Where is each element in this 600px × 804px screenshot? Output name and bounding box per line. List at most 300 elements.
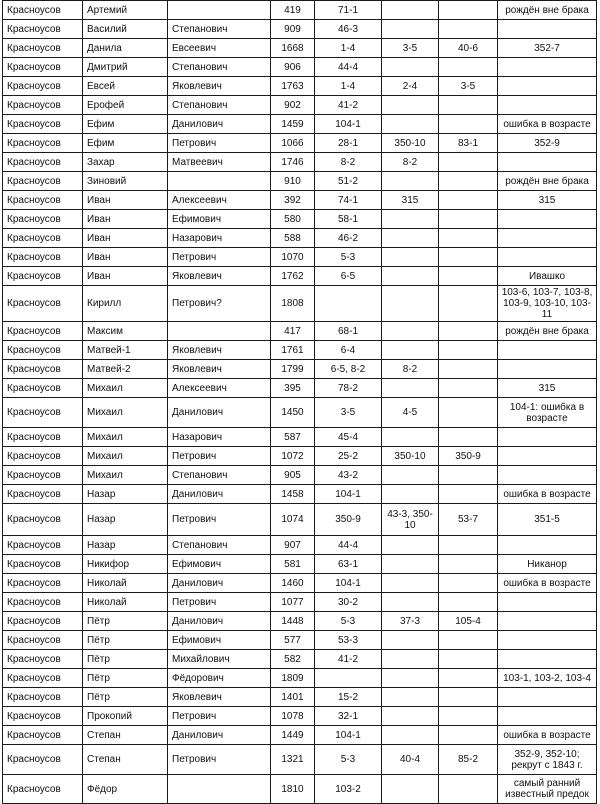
ref-1-text: 41-2 (337, 653, 358, 665)
patronymic-text: Петрович? (172, 298, 222, 309)
record-number-text: 582 (284, 653, 301, 665)
ref-2-text: 8-2 (402, 156, 418, 168)
record-number-text: 1799 (281, 363, 304, 375)
note-text: ошибка в возрасте (503, 577, 591, 589)
given-name-text: Максим (87, 325, 123, 337)
cell-note (498, 322, 597, 341)
note-text: рождён вне брака (505, 175, 589, 187)
ref-1-text: 30-2 (337, 596, 358, 608)
ref-2-text: 2-4 (402, 80, 418, 92)
cell-ref-1 (315, 58, 382, 77)
table-row (3, 58, 597, 77)
cell-ref-1 (315, 726, 382, 745)
cell-ref-3 (439, 341, 498, 360)
given-name-text: Захар (87, 156, 115, 168)
cell-surname (3, 447, 83, 466)
record-number-text: 392 (284, 194, 301, 206)
table-row (3, 574, 597, 593)
cell-record-number (271, 485, 315, 504)
ref-1-text: 25-2 (337, 450, 358, 462)
ref-1-text: 350-9 (335, 514, 361, 525)
cell-ref-2 (382, 77, 439, 96)
cell-record-number (271, 650, 315, 669)
record-number-text: 1761 (281, 344, 304, 356)
cell-record-number (271, 745, 315, 775)
cell-note (498, 210, 597, 229)
cell-patronymic (168, 726, 271, 745)
cell-ref-3 (439, 428, 498, 447)
cell-given-name (83, 504, 168, 536)
cell-ref-2 (382, 428, 439, 447)
ref-1-text: 74-1 (337, 194, 358, 206)
table-row (3, 77, 597, 96)
record-number-text: 1450 (281, 407, 304, 418)
surname-text: Красноусов (7, 754, 61, 765)
cell-patronymic (168, 96, 271, 115)
surname-text: Красноусов (7, 450, 61, 462)
cell-record-number (271, 593, 315, 612)
given-name-text: Данила (87, 42, 122, 54)
cell-ref-3 (439, 775, 498, 804)
cell-given-name (83, 20, 168, 39)
cell-given-name (83, 172, 168, 191)
note-text: Ивашко (528, 270, 566, 282)
table-row (3, 593, 597, 612)
given-name-text: Пётр (87, 653, 110, 665)
cell-ref-3 (439, 504, 498, 536)
ref-4-text: 351-5 (534, 514, 560, 525)
cell-note (498, 229, 597, 248)
cell-ref-1 (315, 466, 382, 485)
cell-ref-2 (382, 267, 439, 286)
cell-given-name (83, 707, 168, 726)
cell-patronymic (168, 322, 271, 341)
cell-note (498, 593, 597, 612)
cell-ref-1 (315, 745, 382, 775)
table-row (3, 650, 597, 669)
table-row (3, 20, 597, 39)
ref-2-text: 37-3 (399, 615, 420, 627)
surname-text: Красноусов (7, 596, 61, 608)
patronymic-text: Данилович (172, 118, 224, 130)
cell-ref-3 (439, 707, 498, 726)
patronymic-text: Михайлович (172, 653, 230, 665)
patronymic-text: Степанович (172, 99, 228, 111)
cell-patronymic (168, 504, 271, 536)
cell-given-name (83, 485, 168, 504)
cell-ref-3 (439, 379, 498, 398)
cell-record-number (271, 612, 315, 631)
cell-ref-3 (439, 96, 498, 115)
ref-3-text: 105-4 (455, 615, 481, 627)
cell-record-number (271, 39, 315, 58)
ref-4-text: 352-9 (534, 137, 560, 149)
given-name-text: Степан (87, 729, 121, 741)
record-number-text: 419 (284, 4, 301, 16)
table-row (3, 210, 597, 229)
note-text: ошибка в возрасте (503, 729, 591, 741)
cell-ref-3 (439, 466, 498, 485)
cell-ref-2 (382, 688, 439, 707)
table-row (3, 360, 597, 379)
ref-3-text: 40-6 (457, 42, 478, 54)
table-row (3, 555, 597, 574)
patronymic-text: Фёдорович (172, 672, 224, 684)
cell-surname (3, 669, 83, 688)
ref-1-text: 103-2 (335, 783, 361, 795)
cell-record-number (271, 466, 315, 485)
cell-ref-2 (382, 650, 439, 669)
patronymic-text: Яковлевич (172, 80, 222, 92)
cell-given-name (83, 379, 168, 398)
record-number-text: 1762 (281, 270, 304, 282)
cell-ref-2 (382, 447, 439, 466)
cell-given-name (83, 360, 168, 379)
surname-text: Красноусов (7, 783, 61, 795)
given-name-text: Ефим (87, 118, 115, 130)
record-number-text: 417 (284, 325, 301, 337)
cell-note (498, 77, 597, 96)
cell-ref-3 (439, 726, 498, 745)
table-row (3, 1, 597, 20)
genealogy-table (2, 0, 597, 804)
record-number-text: 580 (284, 213, 301, 225)
given-name-text: Евсей (87, 80, 116, 92)
cell-ref-1 (315, 39, 382, 58)
cell-surname (3, 77, 83, 96)
surname-text: Красноусов (7, 194, 61, 206)
surname-text: Красноусов (7, 469, 61, 481)
cell-surname (3, 428, 83, 447)
ref-1-text: 6-4 (340, 344, 356, 356)
record-number-text: 1810 (281, 783, 304, 795)
patronymic-text: Яковлевич (172, 270, 222, 282)
cell-given-name (83, 555, 168, 574)
table-row (3, 153, 597, 172)
patronymic-text: Яковлевич (172, 363, 222, 375)
cell-ref-3 (439, 20, 498, 39)
cell-ref-2 (382, 248, 439, 267)
surname-text: Красноусов (7, 691, 61, 703)
patronymic-text: Петрович (172, 450, 217, 462)
ref-1-text: 45-4 (337, 431, 358, 443)
ref-1-text: 46-2 (337, 232, 358, 244)
cell-surname (3, 172, 83, 191)
cell-given-name (83, 650, 168, 669)
cell-patronymic (168, 39, 271, 58)
cell-ref-1 (315, 229, 382, 248)
cell-ref-3 (439, 398, 498, 428)
ref-1-text: 5-3 (340, 251, 356, 263)
cell-record-number (271, 536, 315, 555)
table-row (3, 322, 597, 341)
cell-surname (3, 398, 83, 428)
cell-ref-3 (439, 115, 498, 134)
cell-note (498, 286, 597, 322)
cell-patronymic (168, 398, 271, 428)
given-name-text: Иван (87, 194, 111, 206)
cell-ref-3 (439, 191, 498, 210)
cell-ref-1 (315, 248, 382, 267)
given-name-text: Зиновий (87, 175, 127, 187)
cell-patronymic (168, 669, 271, 688)
cell-ref-2 (382, 631, 439, 650)
surname-text: Красноусов (7, 42, 61, 54)
surname-text: Красноусов (7, 382, 61, 394)
cell-ref-1 (315, 485, 382, 504)
cell-ref-2 (382, 58, 439, 77)
ref-2-text: 350-10 (394, 137, 426, 149)
cell-record-number (271, 172, 315, 191)
cell-surname (3, 210, 83, 229)
surname-text: Красноусов (7, 61, 61, 73)
cell-surname (3, 631, 83, 650)
cell-ref-2 (382, 20, 439, 39)
record-number-text: 577 (284, 634, 301, 646)
patronymic-text: Данилович (172, 729, 224, 741)
cell-ref-3 (439, 58, 498, 77)
cell-note (498, 428, 597, 447)
cell-ref-3 (439, 485, 498, 504)
cell-patronymic (168, 466, 271, 485)
cell-patronymic (168, 379, 271, 398)
surname-text: Красноусов (7, 653, 61, 665)
cell-surname (3, 485, 83, 504)
table-row (3, 248, 597, 267)
ref-1-text: 104-1 (335, 729, 361, 741)
record-number-text: 581 (284, 558, 301, 570)
patronymic-text: Степанович (172, 469, 228, 481)
ref-1-text: 6-5, 8-2 (330, 363, 366, 375)
cell-ref-1 (315, 1, 382, 20)
note-text: Никанор (527, 558, 567, 570)
cell-ref-1 (315, 341, 382, 360)
ref-1-text: 71-1 (337, 4, 358, 16)
given-name-text: Пётр (87, 615, 110, 627)
cell-ref-2 (382, 322, 439, 341)
cell-record-number (271, 96, 315, 115)
cell-note (498, 360, 597, 379)
cell-given-name (83, 77, 168, 96)
cell-record-number (271, 379, 315, 398)
cell-note (498, 669, 597, 688)
table-row (3, 745, 597, 775)
cell-note (498, 248, 597, 267)
cell-given-name (83, 447, 168, 466)
cell-given-name (83, 153, 168, 172)
cell-ref-1 (315, 322, 382, 341)
cell-surname (3, 267, 83, 286)
note-text: ошибка в возрасте (503, 118, 591, 130)
ref-1-text: 46-3 (337, 23, 358, 35)
cell-ref-2 (382, 134, 439, 153)
cell-note (498, 466, 597, 485)
cell-note (498, 447, 597, 466)
patronymic-text: Ефимович (172, 634, 222, 646)
cell-ref-3 (439, 536, 498, 555)
cell-given-name (83, 1, 168, 20)
cell-surname (3, 745, 83, 775)
patronymic-text: Петрович (172, 710, 217, 722)
cell-ref-3 (439, 229, 498, 248)
cell-ref-3 (439, 210, 498, 229)
cell-given-name (83, 134, 168, 153)
ref-1-text: 104-1 (335, 118, 361, 130)
given-name-text: Николай (87, 596, 127, 608)
cell-ref-1 (315, 688, 382, 707)
cell-record-number (271, 286, 315, 322)
table-row (3, 707, 597, 726)
record-number-text: 395 (284, 382, 301, 394)
surname-text: Красноусов (7, 615, 61, 627)
record-number-text: 1459 (281, 118, 304, 130)
cell-note (498, 341, 597, 360)
table-row (3, 341, 597, 360)
patronymic-text: Петрович (172, 754, 217, 765)
cell-ref-2 (382, 485, 439, 504)
cell-given-name (83, 267, 168, 286)
cell-given-name (83, 466, 168, 485)
cell-ref-3 (439, 447, 498, 466)
record-number-text: 1746 (281, 156, 304, 168)
surname-text: Красноусов (7, 118, 61, 130)
record-number-text: 588 (284, 232, 301, 244)
ref-1-text: 58-1 (337, 213, 358, 225)
ref-1-text: 8-2 (340, 156, 356, 168)
cell-ref-1 (315, 134, 382, 153)
given-name-text: Пётр (87, 672, 110, 684)
cell-record-number (271, 688, 315, 707)
table-row (3, 612, 597, 631)
cell-surname (3, 115, 83, 134)
cell-patronymic (168, 688, 271, 707)
surname-text: Красноусов (7, 558, 61, 570)
given-name-text: Иван (87, 270, 111, 282)
patronymic-text: Алексеевич (172, 382, 227, 394)
cell-given-name (83, 398, 168, 428)
given-name-text: Степан (87, 754, 121, 765)
cell-record-number (271, 360, 315, 379)
record-number-text: 1808 (281, 298, 304, 309)
cell-given-name (83, 229, 168, 248)
ref-1-text: 15-2 (337, 691, 358, 703)
cell-ref-1 (315, 77, 382, 96)
surname-text: Красноусов (7, 710, 61, 722)
cell-record-number (271, 134, 315, 153)
patronymic-text: Данилович (172, 407, 224, 418)
record-number-text: 1072 (281, 450, 304, 462)
cell-patronymic (168, 631, 271, 650)
table-row (3, 96, 597, 115)
given-name-text: Пётр (87, 691, 110, 703)
cell-ref-2 (382, 379, 439, 398)
cell-ref-3 (439, 593, 498, 612)
record-number-text: 1401 (281, 691, 304, 703)
ref-3-text: 83-1 (457, 137, 478, 149)
ref-1-text: 5-3 (340, 615, 356, 627)
cell-record-number (271, 398, 315, 428)
cell-surname (3, 726, 83, 745)
ref-1-text: 63-1 (337, 558, 358, 570)
cell-surname (3, 341, 83, 360)
cell-note (498, 379, 597, 398)
cell-ref-2 (382, 229, 439, 248)
cell-note (498, 20, 597, 39)
cell-given-name (83, 115, 168, 134)
cell-surname (3, 536, 83, 555)
cell-ref-1 (315, 20, 382, 39)
cell-record-number (271, 631, 315, 650)
given-name-text: Никифор (87, 558, 130, 570)
patronymic-text: Степанович (172, 539, 228, 551)
ref-3-text: 85-2 (457, 754, 478, 765)
surname-text: Красноусов (7, 175, 61, 187)
cell-ref-2 (382, 398, 439, 428)
patronymic-text: Ефимович (172, 213, 222, 225)
cell-patronymic (168, 360, 271, 379)
surname-text: Красноусов (7, 488, 61, 500)
cell-surname (3, 688, 83, 707)
cell-given-name (83, 322, 168, 341)
surname-text: Красноусов (7, 431, 61, 443)
cell-surname (3, 612, 83, 631)
ref-4-text: 352-9, 352-10; рекрут с 1843 г. (511, 748, 583, 771)
cell-surname (3, 248, 83, 267)
ref-1-text: 41-2 (337, 99, 358, 111)
surname-text: Красноусов (7, 137, 61, 149)
cell-surname (3, 322, 83, 341)
cell-ref-3 (439, 669, 498, 688)
cell-record-number (271, 707, 315, 726)
cell-given-name (83, 191, 168, 210)
cell-patronymic (168, 555, 271, 574)
record-number-text: 1449 (281, 729, 304, 741)
given-name-text: Иван (87, 213, 111, 225)
surname-text: Красноусов (7, 232, 61, 244)
cell-surname (3, 775, 83, 804)
record-number-text: 1070 (281, 251, 304, 263)
cell-ref-3 (439, 360, 498, 379)
cell-ref-2 (382, 775, 439, 804)
record-number-text: 906 (284, 61, 301, 73)
cell-note (498, 267, 597, 286)
given-name-text: Николай (87, 577, 127, 589)
cell-given-name (83, 745, 168, 775)
ref-1-text: 53-3 (337, 634, 358, 646)
cell-record-number (271, 267, 315, 286)
record-number-text: 1066 (281, 137, 304, 149)
cell-record-number (271, 58, 315, 77)
table-row (3, 398, 597, 428)
cell-ref-3 (439, 574, 498, 593)
table-row (3, 631, 597, 650)
ref-2-text: 3-5 (402, 42, 418, 54)
record-number-text: 587 (284, 431, 301, 443)
cell-ref-1 (315, 115, 382, 134)
cell-ref-3 (439, 77, 498, 96)
ref-1-text: 51-2 (337, 175, 358, 187)
record-number-text: 1077 (281, 596, 304, 608)
cell-ref-2 (382, 115, 439, 134)
ref-1-text: 6-5 (340, 270, 356, 282)
cell-patronymic (168, 20, 271, 39)
cell-given-name (83, 96, 168, 115)
cell-ref-3 (439, 134, 498, 153)
cell-given-name (83, 58, 168, 77)
record-number-text: 907 (284, 539, 301, 551)
cell-patronymic (168, 115, 271, 134)
surname-text: Красноусов (7, 672, 61, 684)
